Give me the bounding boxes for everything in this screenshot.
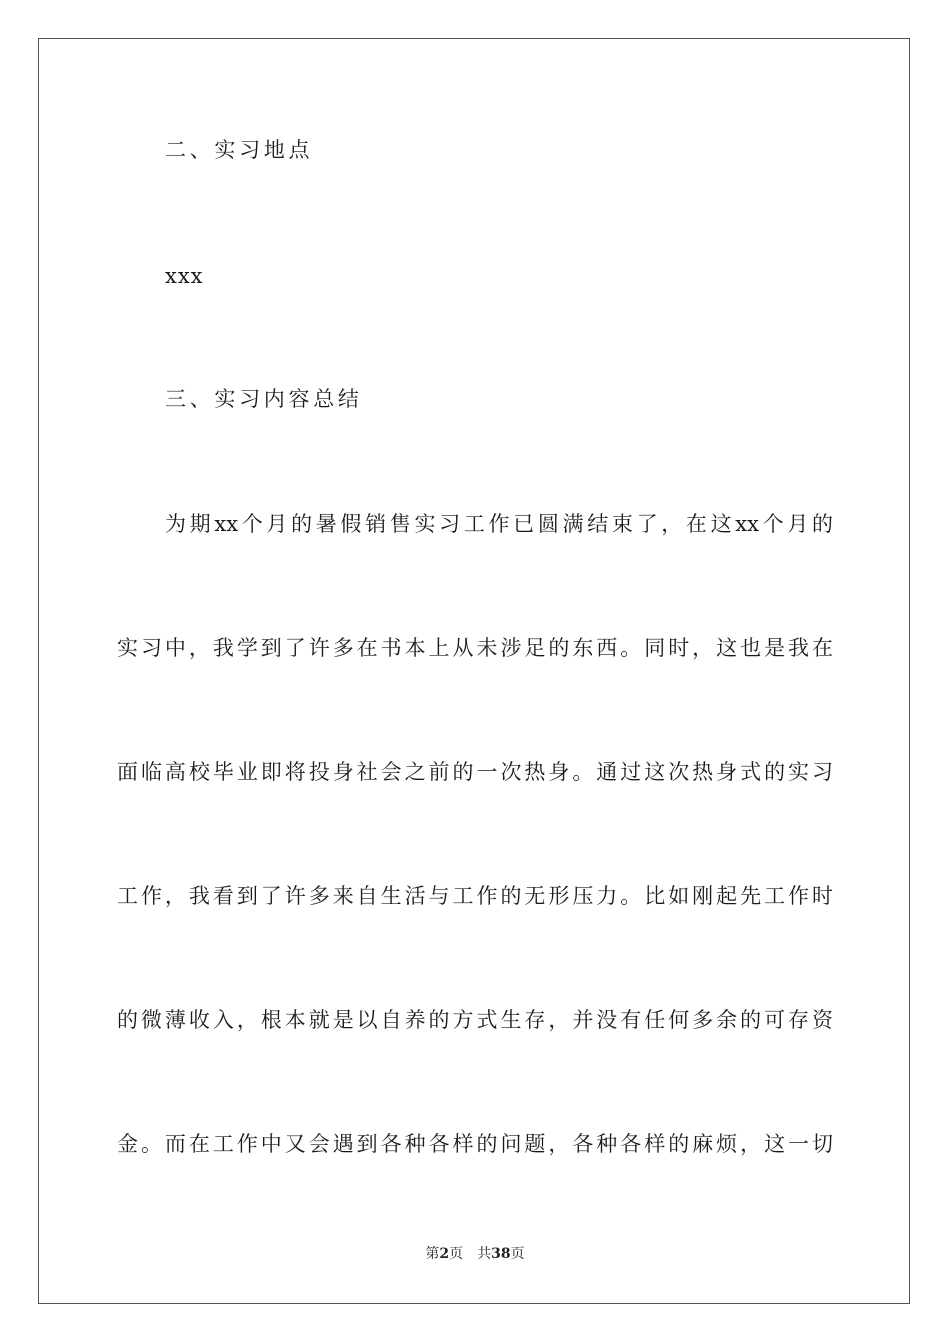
footer-page-suffix: 页 — [449, 1246, 464, 1262]
paragraph-line: 工作，我看到了许多来自生活与工作的无形压力。比如刚起先工作时 — [117, 884, 833, 908]
paragraph-line: 的微薄收入，根本就是以自养的方式生存，并没有任何多余的可存资 — [117, 1008, 833, 1032]
footer-page-number: 2 — [439, 1246, 450, 1262]
paragraph-line: 实习中，我学到了许多在书本上从未涉足的东西。同时，这也是我在 — [117, 636, 833, 660]
footer-total-prefix: 共 — [477, 1246, 492, 1262]
page-footer — [0, 1244, 950, 1264]
footer-total-suffix: 页 — [510, 1246, 525, 1262]
heading-location: 二、实习地点 — [165, 138, 314, 162]
footer-page-prefix: 第 — [425, 1246, 440, 1262]
footer-total-pages: 38 — [491, 1246, 511, 1262]
paragraph-line: 为期xx个月的暑假销售实习工作已圆满结束了，在这xx个月的 — [165, 512, 833, 536]
paragraph-line: 金。而在工作中又会遇到各种各样的问题，各种各样的麻烦，这一切 — [117, 1132, 833, 1156]
paragraph-line: 面临高校毕业即将投身社会之前的一次热身。通过这次热身式的实习 — [117, 760, 833, 784]
page-border — [38, 38, 910, 1304]
location-value: xxx — [165, 264, 204, 288]
heading-summary: 三、实习内容总结 — [165, 387, 363, 411]
